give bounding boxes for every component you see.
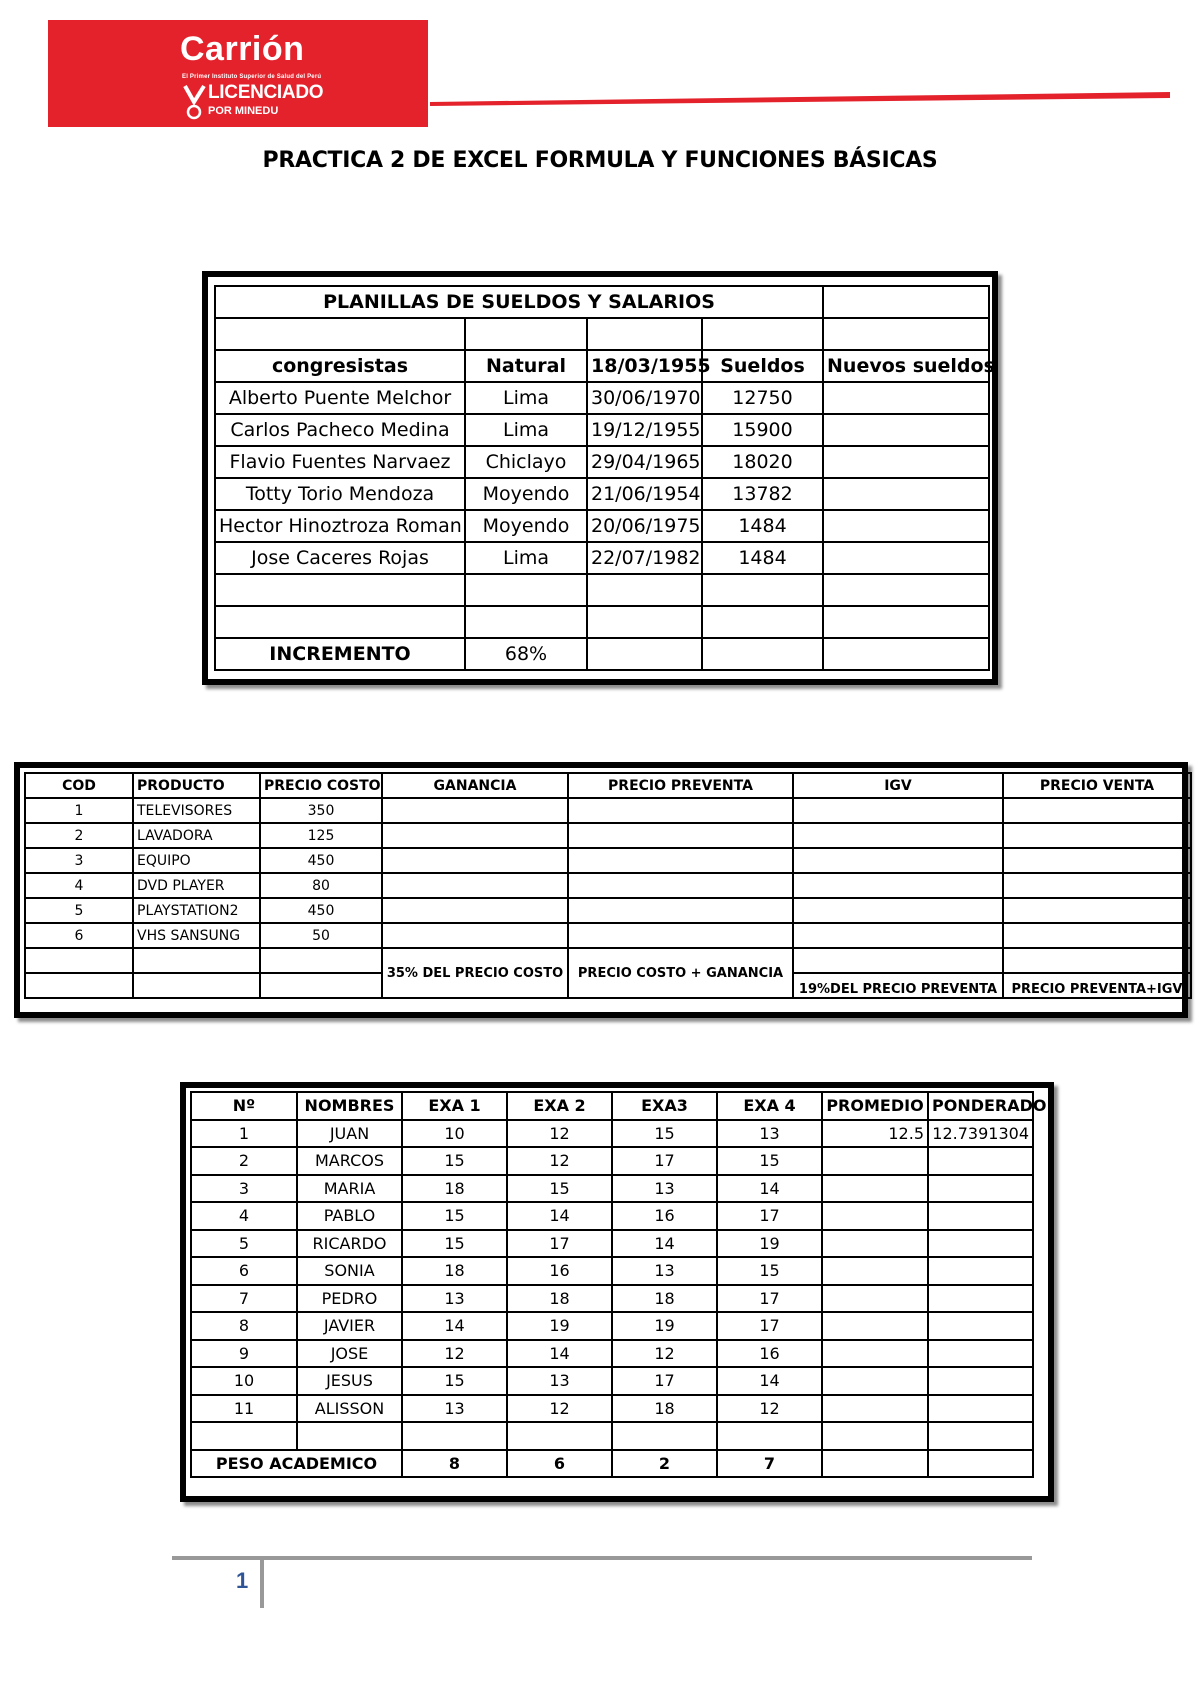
table-cell: 17 (612, 1367, 717, 1395)
date-cell: 29/04/1965 (587, 446, 702, 478)
document-title: PRACTICA 2 DE EXCEL FORMULA Y FUNCIONES BÁSICAS (262, 148, 938, 173)
column-header: Natural (465, 350, 587, 382)
ponderado-cell: 12.7391304 (928, 1120, 1033, 1148)
table-cell: 15 (612, 1120, 717, 1148)
table-row (191, 1257, 1033, 1285)
table-cell: 6 (191, 1257, 297, 1285)
notas-table (190, 1091, 1047, 1478)
table-cell: 17 (717, 1202, 822, 1230)
new-salary-cell (823, 542, 989, 574)
promedio-cell (822, 1230, 928, 1258)
product-cell: VHS SANSUNG (133, 923, 260, 948)
column-header: EXA 4 (717, 1092, 822, 1120)
column-header: PRECIO COSTO (260, 773, 382, 798)
name-cell: Jose Caceres Rojas (215, 542, 465, 574)
product-cell: LAVADORA (133, 823, 260, 848)
product-cell: DVD PLAYER (133, 873, 260, 898)
table-cell: ALISSON (297, 1395, 402, 1423)
productos-table (24, 772, 1192, 999)
date-cell: 19/12/1955 (587, 414, 702, 446)
ponderado-cell (928, 1175, 1033, 1203)
planilla-frame (202, 271, 998, 685)
table-cell: 12 (717, 1395, 822, 1423)
table-row (215, 638, 989, 670)
table-cell: 15 (402, 1147, 507, 1175)
promedio-cell (822, 1175, 928, 1203)
code-cell: 4 (25, 873, 133, 898)
table-cell: 12 (612, 1340, 717, 1368)
table-row (191, 1230, 1033, 1258)
table-cell: 1 (191, 1120, 297, 1148)
column-header: GANANCIA (382, 773, 568, 798)
cost-cell: 80 (260, 873, 382, 898)
column-header: PRECIO VENTA (1003, 773, 1191, 798)
table-cell: 15 (717, 1257, 822, 1285)
table-row (215, 510, 989, 542)
column-header: IGV (793, 773, 1003, 798)
origin-cell: Chiclayo (465, 446, 587, 478)
product-cell: TELEVISORES (133, 798, 260, 823)
table-cell: 15 (402, 1202, 507, 1230)
table-cell: 14 (507, 1202, 612, 1230)
table-cell: 14 (717, 1175, 822, 1203)
table-cell: 11 (191, 1395, 297, 1423)
new-salary-cell (823, 446, 989, 478)
promedio-cell (822, 1257, 928, 1285)
table-row (215, 478, 989, 510)
table-row (191, 1147, 1033, 1175)
header-rule (430, 90, 1170, 106)
promedio-cell (822, 1340, 928, 1368)
formula-note: PRECIO COSTO + GANANCIA (568, 948, 793, 998)
table-cell: 10 (402, 1120, 507, 1148)
origin-cell: Lima (465, 414, 587, 446)
table-row (191, 1285, 1033, 1313)
table-row (25, 848, 1191, 873)
table-cell: RICARDO (297, 1230, 402, 1258)
formula-note: PRECIO PREVENTA+IGV (1003, 973, 1191, 998)
peso-academico-label: PESO ACADEMICO (191, 1450, 402, 1478)
table-row (191, 1120, 1033, 1148)
page-number: 1 (236, 1568, 249, 1593)
table-header-row (191, 1092, 1033, 1120)
column-header: Nuevos sueldos (823, 350, 989, 382)
date-cell: 21/06/1954 (587, 478, 702, 510)
table-row (25, 898, 1191, 923)
table-cell: 14 (402, 1312, 507, 1340)
name-cell: Totty Torio Mendoza (215, 478, 465, 510)
table-cell: 12 (507, 1395, 612, 1423)
salary-cell: 1484 (702, 510, 823, 542)
ponderado-cell (928, 1147, 1033, 1175)
table-cell: 15 (402, 1230, 507, 1258)
product-cell: PLAYSTATION2 (133, 898, 260, 923)
name-cell: Flavio Fuentes Narvaez (215, 446, 465, 478)
ponderado-cell (928, 1257, 1033, 1285)
table-row (191, 1312, 1033, 1340)
table-row (215, 542, 989, 574)
code-cell: 2 (25, 823, 133, 848)
table-cell: 9 (191, 1340, 297, 1368)
table-cell: SONIA (297, 1257, 402, 1285)
table-row (25, 823, 1191, 848)
table-row (215, 286, 989, 318)
footer-divider (260, 1556, 264, 1608)
footer-rule (172, 1556, 1032, 1560)
name-cell: Carlos Pacheco Medina (215, 414, 465, 446)
cost-cell: 50 (260, 923, 382, 948)
logo-tagline: El Primer Instituto Superior de Salud del Perú (182, 74, 322, 80)
new-salary-cell (823, 510, 989, 542)
table-cell: 18 (402, 1175, 507, 1203)
code-cell: 5 (25, 898, 133, 923)
origin-cell: Moyendo (465, 478, 587, 510)
check-seal-icon (182, 82, 210, 122)
table-cell: 4 (191, 1202, 297, 1230)
table-row (25, 873, 1191, 898)
table-cell: PEDRO (297, 1285, 402, 1313)
table-cell: 19 (507, 1312, 612, 1340)
table-cell: 13 (612, 1175, 717, 1203)
table-cell: 7 (191, 1285, 297, 1313)
column-header: PONDERADO (928, 1092, 1033, 1120)
table-cell: 15 (402, 1367, 507, 1395)
ponderado-cell (928, 1340, 1033, 1368)
salary-cell: 1484 (702, 542, 823, 574)
ponderado-cell (928, 1395, 1033, 1423)
table-cell: 13 (402, 1395, 507, 1423)
notas-frame (180, 1082, 1054, 1502)
table-cell: 18 (612, 1285, 717, 1313)
promedio-cell (822, 1147, 928, 1175)
table-row (215, 414, 989, 446)
table-cell: 18 (612, 1395, 717, 1423)
table-cell: 3 (191, 1175, 297, 1203)
new-salary-cell (823, 382, 989, 414)
table-cell: JESUS (297, 1367, 402, 1395)
code-cell: 6 (25, 923, 133, 948)
cost-cell: 125 (260, 823, 382, 848)
table-cell: 13 (612, 1257, 717, 1285)
ponderado-cell (928, 1312, 1033, 1340)
table-cell: JAVIER (297, 1312, 402, 1340)
formula-note: 19%DEL PRECIO PREVENTA (793, 973, 1003, 998)
date-cell: 20/06/1975 (587, 510, 702, 542)
table-cell: 17 (612, 1147, 717, 1175)
column-header: congresistas (215, 350, 465, 382)
cost-cell: 350 (260, 798, 382, 823)
product-cell: EQUIPO (133, 848, 260, 873)
column-header: PRODUCTO (133, 773, 260, 798)
table-row (215, 318, 989, 350)
code-cell: 1 (25, 798, 133, 823)
table-cell: 16 (612, 1202, 717, 1230)
column-header: Sueldos (702, 350, 823, 382)
table-row (25, 923, 1191, 948)
ponderado-cell (928, 1202, 1033, 1230)
table-cell: 13 (402, 1285, 507, 1313)
peso-cell: 6 (507, 1450, 612, 1478)
table-cell: 17 (717, 1312, 822, 1340)
table-cell: 12 (402, 1340, 507, 1368)
table-cell: 16 (507, 1257, 612, 1285)
table-header-row (215, 350, 989, 382)
column-header: NOMBRES (297, 1092, 402, 1120)
table-cell: 5 (191, 1230, 297, 1258)
name-cell: Alberto Puente Melchor (215, 382, 465, 414)
table-cell: 13 (507, 1367, 612, 1395)
table-cell: 19 (717, 1230, 822, 1258)
salary-cell: 15900 (702, 414, 823, 446)
table-row (191, 1340, 1033, 1368)
table-cell: MARCOS (297, 1147, 402, 1175)
table-cell: 16 (717, 1340, 822, 1368)
promedio-cell (822, 1367, 928, 1395)
table-cell: 19 (612, 1312, 717, 1340)
table-row (25, 798, 1191, 823)
table-row (215, 574, 989, 606)
table-cell: JOSE (297, 1340, 402, 1368)
peso-cell: 2 (612, 1450, 717, 1478)
table-cell: 12 (507, 1147, 612, 1175)
ponderado-cell (928, 1285, 1033, 1313)
origin-cell: Moyendo (465, 510, 587, 542)
planilla-table (214, 285, 995, 671)
date-cell: 30/06/1970 (587, 382, 702, 414)
date-cell: 22/07/1982 (587, 542, 702, 574)
table-cell: 13 (717, 1120, 822, 1148)
table-row (191, 1395, 1033, 1423)
table-row (191, 1450, 1033, 1478)
column-header: PROMEDIO (822, 1092, 928, 1120)
institution-logo (48, 20, 428, 127)
promedio-cell (822, 1285, 928, 1313)
code-cell: 3 (25, 848, 133, 873)
salary-cell: 12750 (702, 382, 823, 414)
incremento-label: INCREMENTO (215, 638, 465, 670)
peso-cell: 8 (402, 1450, 507, 1478)
table-cell: 10 (191, 1367, 297, 1395)
ponderado-cell (928, 1367, 1033, 1395)
new-salary-cell (823, 414, 989, 446)
column-header: EXA 1 (402, 1092, 507, 1120)
table-cell: 17 (717, 1285, 822, 1313)
table-row (191, 1422, 1033, 1450)
column-header: Nº (191, 1092, 297, 1120)
name-cell: Hector Hinoztroza Roman (215, 510, 465, 542)
cost-cell: 450 (260, 848, 382, 873)
promedio-cell (822, 1312, 928, 1340)
table-row (215, 382, 989, 414)
table-cell: 14 (507, 1340, 612, 1368)
peso-cell: 7 (717, 1450, 822, 1478)
table-cell: JUAN (297, 1120, 402, 1148)
productos-frame (14, 762, 1188, 1018)
logo-brand: Carrión (180, 30, 305, 68)
table-cell: 17 (507, 1230, 612, 1258)
ponderado-cell (928, 1230, 1033, 1258)
table-cell: 12 (507, 1120, 612, 1148)
promedio-cell (822, 1395, 928, 1423)
formula-note: 35% DEL PRECIO COSTO (382, 948, 568, 998)
new-salary-cell (823, 478, 989, 510)
table-cell: 14 (717, 1367, 822, 1395)
promedio-cell: 12.5 (822, 1120, 928, 1148)
logo-minedu: POR MINEDU (208, 105, 279, 117)
origin-cell: Lima (465, 382, 587, 414)
table-cell: 15 (717, 1147, 822, 1175)
table-cell: 8 (191, 1312, 297, 1340)
salary-cell: 13782 (702, 478, 823, 510)
table-cell: MARIA (297, 1175, 402, 1203)
planilla-title: PLANILLAS DE SUELDOS Y SALARIOS (215, 286, 823, 318)
table-row (191, 1367, 1033, 1395)
salary-cell: 18020 (702, 446, 823, 478)
incremento-value: 68% (465, 638, 587, 670)
table-cell (823, 286, 989, 318)
origin-cell: Lima (465, 542, 587, 574)
column-header: EXA3 (612, 1092, 717, 1120)
column-header: 18/03/1955 (587, 350, 702, 382)
column-header: EXA 2 (507, 1092, 612, 1120)
column-header: COD (25, 773, 133, 798)
cost-cell: 450 (260, 898, 382, 923)
table-row (215, 606, 989, 638)
table-row (215, 446, 989, 478)
table-row (25, 948, 1191, 973)
table-row (191, 1202, 1033, 1230)
table-row (191, 1175, 1033, 1203)
table-cell: 2 (191, 1147, 297, 1175)
table-cell: 15 (507, 1175, 612, 1203)
column-header: PRECIO PREVENTA (568, 773, 793, 798)
promedio-cell (822, 1202, 928, 1230)
logo-licenciado: LICENCIADO (208, 82, 324, 103)
table-cell: PABLO (297, 1202, 402, 1230)
table-cell: 14 (612, 1230, 717, 1258)
table-header-row (25, 773, 1191, 798)
table-cell: 18 (507, 1285, 612, 1313)
table-cell: 18 (402, 1257, 507, 1285)
